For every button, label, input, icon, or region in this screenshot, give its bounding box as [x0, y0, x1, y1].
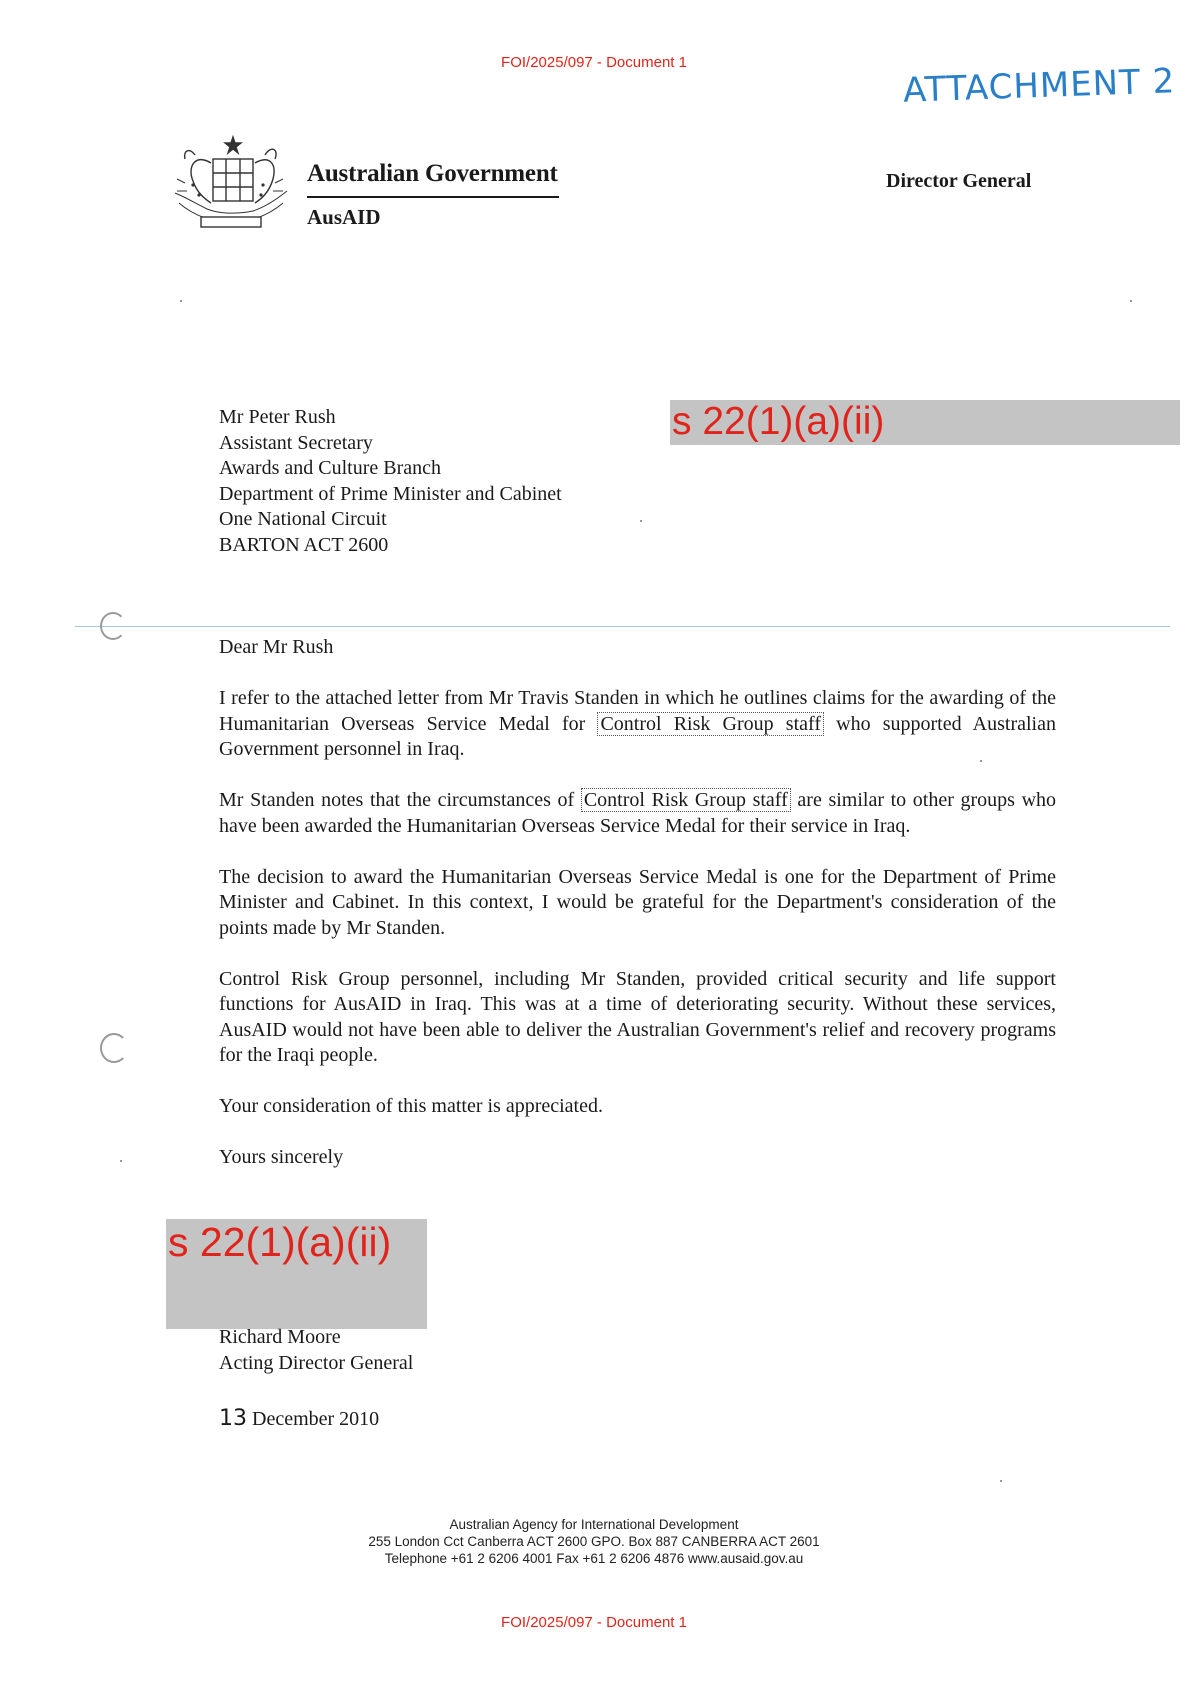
office-title: Director General [886, 170, 1032, 192]
date-month-year: December 2010 [247, 1408, 380, 1430]
signatory-block [219, 1325, 413, 1376]
redaction-box-signature: s 22(1)(a)(ii) [166, 1219, 427, 1329]
boxed-phrase: Control Risk Group staff [581, 788, 791, 812]
address-line: Awards and Culture Branch [219, 457, 441, 479]
punch-hole-mark [100, 1033, 128, 1063]
letter-date [219, 1406, 379, 1431]
paragraph-4: Control Risk Group personnel, including Mr Standen, provided critical security and life support functions for AusAID in Iraq. This was at a time of deteriorating security. Without these services, AusAID would not have been able to deliver the Australian Government's relief and recovery programs for the Iraqi people. [219, 967, 1056, 1066]
paragraph-5: Your consideration of this matter is appreciated. [219, 1095, 603, 1117]
address-line: BARTON ACT 2600 [219, 533, 389, 556]
government-name: Australian Government [307, 160, 558, 187]
recipient-address [219, 405, 562, 558]
scan-speck [1000, 1480, 1002, 1482]
scan-speck [1130, 300, 1132, 302]
foi-reference-bottom: FOI/2025/097 - Document 1 [501, 1614, 687, 1631]
coat-of-arms-logo [165, 133, 295, 237]
agency-name: AusAID [307, 205, 381, 229]
agency-footer [0, 1516, 1188, 1567]
letter-body [219, 635, 1056, 1196]
date-day-handwritten: 13 [219, 1406, 247, 1431]
salutation: Dear Mr Rush [219, 636, 334, 658]
paragraph-3: The decision to award the Humanitarian Overseas Service Medal is one for the Department of Prime Minister and Cabinet. In this context, I would be grateful for the Department's consideration of the points made by Mr Standen. [219, 865, 1056, 939]
handwritten-attachment-note: ATTACHMENT 2 [902, 61, 1176, 111]
address-line: One National Circuit [219, 508, 387, 530]
paragraph-2: Mr Standen notes that the circumstances of Control Risk Group staff are similar to other groups who have been awarded the Humanitarian Overseas Service Medal for their service in Iraq. [219, 789, 1057, 837]
address-line: Mr Peter Rush [219, 406, 336, 428]
scan-speck [180, 300, 182, 302]
paragraph-1: I refer to the attached letter from Mr Travis Standen in which he outlines claims for the awarding of the Humanitarian Overseas Service Medal for Control Risk Group staff who supported Australian Government personnel in Iraq. [219, 687, 1056, 760]
address-line: Department of Prime Minister and Cabinet [219, 482, 562, 505]
punch-hole-mark [100, 612, 126, 640]
footer-address: 255 London Cct Canberra ACT 2600 GPO. Box 887 CANBERRA ACT 2601 [368, 1534, 820, 1549]
signatory-name: Richard Moore [219, 1326, 341, 1348]
letterhead-rule [307, 196, 559, 198]
footer-agency-name: Australian Agency for International Development [449, 1517, 739, 1532]
foi-reference-top: FOI/2025/097 - Document 1 [501, 54, 687, 71]
scan-speck [980, 760, 982, 762]
closing: Yours sincerely [219, 1146, 344, 1168]
scan-speck [640, 520, 642, 522]
scan-speck [120, 1160, 122, 1162]
address-line: Assistant Secretary [219, 431, 373, 454]
fold-line [75, 626, 1170, 627]
boxed-phrase: Control Risk Group staff [597, 712, 824, 736]
signatory-title: Acting Director General [219, 1351, 414, 1374]
footer-contact: Telephone +61 2 6206 4001 Fax +61 2 6206 4876 www.ausaid.gov.au [384, 1551, 804, 1566]
redaction-box-top: s 22(1)(a)(ii) [670, 400, 1180, 445]
